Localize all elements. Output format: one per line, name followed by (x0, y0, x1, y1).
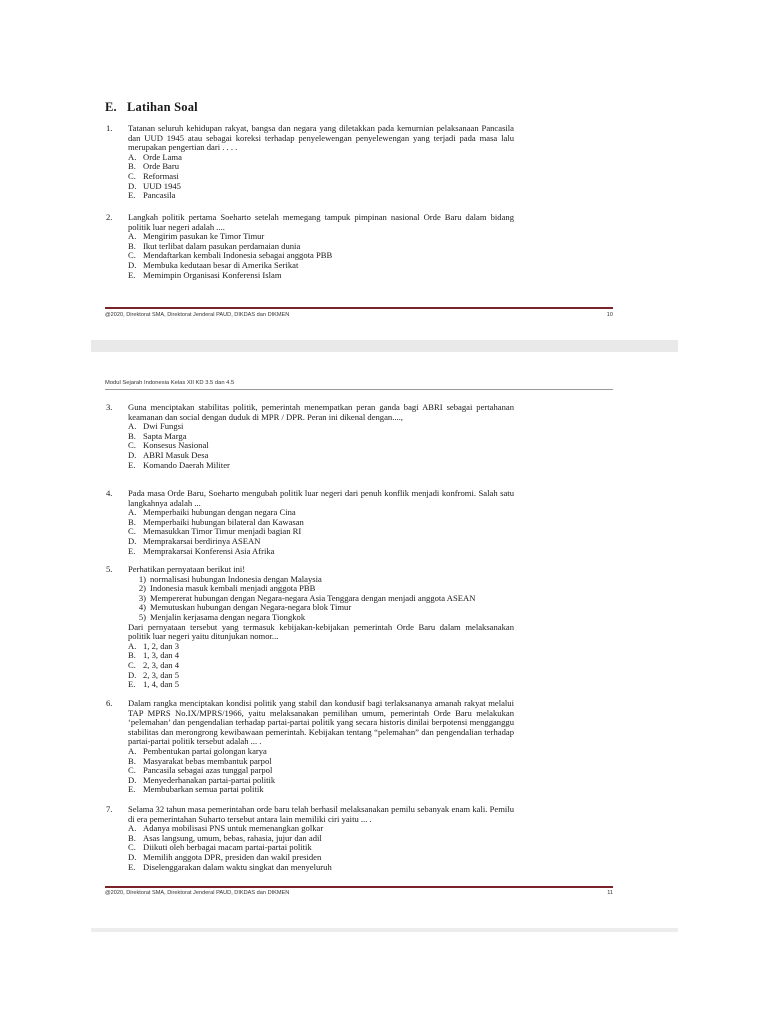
answer-option (128, 785, 514, 795)
option-text: Memasukkan Timor Timur menjadi bagian RI (143, 526, 302, 537)
option-text: Adanya mobilisasi PNS untuk memenangkan golkar (143, 823, 324, 834)
option-text: 1, 2, dan 3 (143, 640, 180, 651)
option-letter: E. (128, 269, 136, 280)
option-letter: D. (128, 669, 137, 680)
option-letter: D. (128, 449, 137, 460)
option-text: Reformasi (143, 170, 179, 181)
section-letter: E. (105, 100, 117, 114)
statement-text: Memutuskan hubungan dengan Negara-negara blok Timur (150, 602, 352, 613)
answer-option (128, 172, 514, 182)
answer-option (128, 642, 514, 652)
option-text: 2, 3, dan 4 (143, 659, 180, 670)
answer-option (128, 680, 514, 690)
option-text: Dwi Fungsi (143, 421, 184, 432)
option-letter: B. (128, 650, 136, 661)
answer-option (128, 191, 514, 201)
answer-option (128, 863, 514, 873)
option-letter: E. (128, 861, 136, 872)
question-stem: Dalam rangka menciptakan kondisi politik yang stabil dan kondusif bagi terlaksananya amanah rakyat melalui TAP MPRS No.IX/MPRS/1966, yaitu melaksanakan pemilihan umum, pemerintah Orde Baru melakukan ‘pelemahan’ dan pengendalian terhadap partai-partai politik yang secara historis dinilai berpotensi mengganggu stabilitas dan merongrong kewibawaan pemerintah. Kebijakan tentang “pelemahan” dan pengendalian terhadap partai-partai politik tersebut adalah ... . (128, 698, 514, 747)
page-separator (91, 928, 678, 932)
statement-number: 2) (138, 583, 146, 594)
option-text: 1, 3, dan 4 (143, 650, 180, 661)
question-number: 4. (106, 488, 113, 498)
option-letter: C. (128, 250, 136, 261)
question-body (128, 489, 514, 556)
question (106, 699, 514, 795)
option-letter: B. (128, 832, 136, 843)
option-letter: B. (128, 240, 136, 251)
option-text: Mendaftarkan kembali Indonesia sebagai anggota PBB (143, 250, 333, 261)
option-text: 1, 4, dan 5 (143, 679, 180, 690)
option-text: Orde Baru (143, 161, 180, 172)
option-letter: A. (128, 745, 137, 756)
option-letter: B. (128, 516, 136, 527)
question-body (128, 805, 514, 872)
question-number: 1. (106, 123, 113, 133)
page-number: 11 (607, 890, 613, 896)
option-text: Sapta Marga (143, 430, 187, 441)
page-number: 10 (606, 312, 613, 318)
question (106, 565, 514, 690)
section-title (105, 100, 198, 115)
question (106, 124, 514, 201)
section-title-text: Latihan Soal (127, 100, 198, 114)
option-letter: E. (128, 190, 136, 201)
option-letter: C. (128, 765, 136, 776)
page-footer (105, 312, 613, 318)
page-header: Modul Sejarah Indonesia Kelas XII KD 3.5 dan 4.5 (105, 380, 235, 386)
question-body (128, 565, 514, 690)
option-letter: E. (128, 784, 136, 795)
answer-option (128, 651, 514, 661)
footer-rule (105, 307, 613, 309)
option-text: Pancasila (143, 190, 176, 201)
option-letter: C. (128, 659, 136, 670)
option-text: ABRI Masuk Desa (143, 449, 209, 460)
question-stem: Selama 32 tahun masa pemerintahan orde baru telah berhasil melaksanakan pemilu sebanyak enam kali. Pemilu di era pemerintahan Suharto tersebut antara lain memiliki ciri yaitu ... . (128, 804, 514, 824)
question-stem: Perhatikan pernyataan berikut ini! (128, 564, 246, 574)
option-letter: A. (128, 507, 137, 518)
question-body (128, 699, 514, 795)
statement-number: 3) (138, 592, 146, 603)
option-letter: C. (128, 526, 136, 537)
question-number: 2. (106, 212, 113, 222)
statement-text: normalisasi hubungan Indonesia dengan Malaysia (150, 573, 322, 584)
question-stem: Guna menciptakan stabilitas politik, pemerintah menempatkan peran ganda bagi ABRI sebagai pertahanan keamanan dan social dengan duduk di MPR / DPR. Peran ini dikenal dengan...., (128, 402, 514, 422)
question-number: 7. (106, 804, 113, 814)
option-text: Memprakarsai berdirinya ASEAN (143, 535, 261, 546)
option-text: Orde Lama (143, 151, 182, 162)
option-letter: D. (128, 774, 137, 785)
option-text: UUD 1945 (143, 180, 181, 191)
option-text: Menyederhanakan partai-partai politik (143, 774, 276, 785)
option-text: Memprakarsai Konferensi Asia Afrika (143, 545, 275, 556)
question-stem: Pada masa Orde Baru, Soeharto mengubah politik luar negeri dari penuh konflik menjadi konfromi. Salah satu langkahnya adalah ... (128, 488, 514, 508)
answer-option (128, 547, 514, 557)
option-letter: D. (128, 259, 137, 270)
option-text: Pembentukan partai golongan karya (143, 745, 267, 756)
answer-option (128, 671, 514, 681)
statement-text: Mempererat hubungan dengan Negara-negara Asia Tenggara dengan menjadi anggota ASEAN (150, 592, 476, 603)
question-stem: Langkah politik pertama Soeharto setelah memegang tampuk pimpinan nasional Orde Baru dalam bidang politik luar negeri adalah .... (128, 212, 514, 232)
page-separator (91, 340, 678, 352)
question-body (128, 213, 514, 280)
statement-number: 4) (138, 602, 146, 613)
option-text: Masyarakat bebas membantuk parpol (143, 755, 272, 766)
question (106, 403, 514, 470)
answer-option (128, 271, 514, 281)
option-text: Membubarkan semua partai politik (143, 784, 264, 795)
statement-text: Menjalin kerjasama dengan negara Tiongkok (150, 611, 306, 622)
option-letter: C. (128, 440, 136, 451)
option-letter: D. (128, 180, 137, 191)
option-text: Memimpin Organisasi Konferensi Islam (143, 269, 282, 280)
question-number: 6. (106, 698, 113, 708)
option-letter: A. (128, 231, 137, 242)
option-letter: A. (128, 823, 137, 834)
question (106, 213, 514, 280)
answer-option (128, 162, 514, 172)
question-number: 3. (106, 402, 113, 412)
option-letter: A. (128, 151, 137, 162)
option-text: Ikut terlibat dalam pasukan perdamaian dunia (143, 240, 301, 251)
question (106, 489, 514, 556)
option-letter: A. (128, 421, 137, 432)
option-text: Memperbaiki hubungan dengan negara Cina (143, 507, 296, 518)
option-letter: C. (128, 842, 136, 853)
option-letter: B. (128, 430, 136, 441)
page-footer (105, 890, 613, 896)
answer-option (128, 153, 514, 163)
option-text: Komando Daerah Militer (143, 459, 230, 470)
statement-number: 1) (138, 573, 146, 584)
option-text: Pancasila sebagai azas tunggal parpol (143, 765, 273, 776)
answer-option (128, 461, 514, 471)
statement-text: Indonesia masuk kembali menjadi anggota PBB (150, 583, 316, 594)
option-letter: D. (128, 535, 137, 546)
option-text: Asas langsung, umum, bebas, rahasia, jujur dan adil (143, 832, 322, 843)
option-letter: E. (128, 679, 136, 690)
footer-copyright: @2020, Direktorat SMA, Direktorat Jenderal PAUD, DIKDAS dan DIKMEN (105, 890, 290, 896)
option-text: Mengirim pasukan ke Timor Timur (143, 231, 265, 242)
option-text: Memperbaiki hubungan bilateral dan Kawasan (143, 516, 304, 527)
footer-copyright: @2020, Direktorat SMA, Direktorat Jenderal PAUD, DIKDAS dan DIKMEN (105, 312, 290, 318)
option-text: Membuka kedutaan besar di Amerika Serikat (143, 259, 299, 270)
question-body (128, 124, 514, 201)
answer-option (128, 182, 514, 192)
option-letter: A. (128, 640, 137, 651)
option-letter: B. (128, 755, 136, 766)
option-letter: E. (128, 545, 136, 556)
header-rule (105, 389, 613, 390)
question-number: 5. (106, 564, 113, 574)
statement-number: 5) (138, 611, 146, 622)
question-body (128, 403, 514, 470)
question (106, 805, 514, 872)
option-letter: B. (128, 161, 136, 172)
option-text: Memilih anggota DPR, presiden dan wakil presiden (143, 851, 322, 862)
option-letter: C. (128, 170, 136, 181)
answer-option (128, 661, 514, 671)
option-text: Diselenggarakan dalam waktu singkat dan menyeluruh (143, 861, 332, 872)
option-letter: E. (128, 459, 136, 470)
option-letter: D. (128, 851, 137, 862)
footer-rule (105, 886, 613, 888)
option-text: Konsesus Nasional (143, 440, 209, 451)
question-stem-continued: Dari pernyataan tersebut yang termasuk kebijakan-kebijakan pemerintah Orde Baru dalam melaksanakan politik luar negeri yaitu ditunjukan nomor... (128, 621, 514, 642)
option-text: Diikuti oleh berbagai macam partai-partai politik (143, 842, 312, 853)
option-text: 2, 3, dan 5 (143, 669, 180, 680)
question-stem: Tatanan seluruh kehidupan rakyat, bangsa dan negara yang diletakkan pada kemurnian pelaksanaan Pancasila dan UUD 1945 atau sebagai koreksi terhadap penyelewengan penyelewengan yang terjadi pada masa lalu merupakan pengertian dari . . . . (128, 123, 514, 153)
